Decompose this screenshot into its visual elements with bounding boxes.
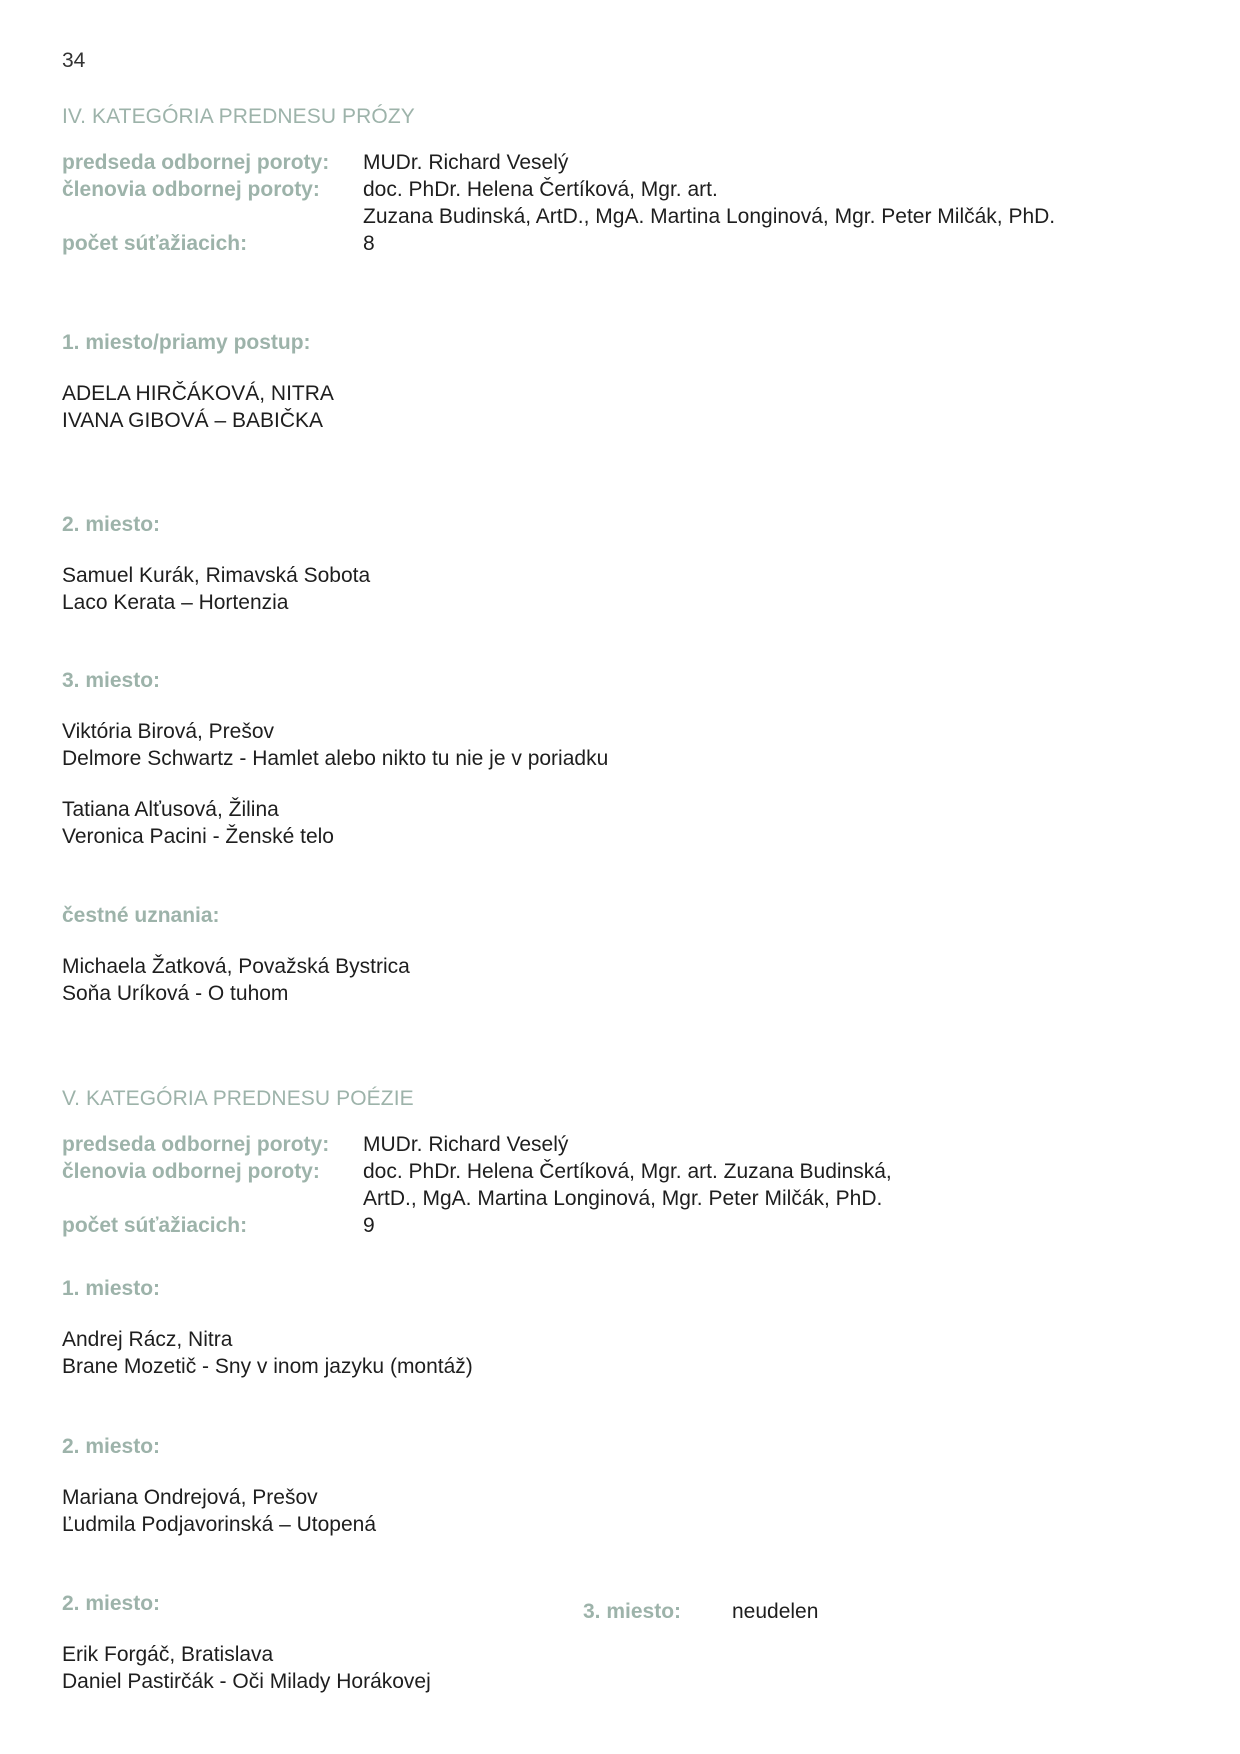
entry-work: Laco Kerata – Hortenzia — [62, 591, 289, 614]
entry-work: Veronica Pacini - Ženské telo — [62, 825, 334, 848]
page-number: 34 — [62, 49, 86, 72]
award-entry — [62, 953, 410, 1007]
entry-name: Mariana Ondrejová, Prešov — [62, 1486, 318, 1509]
entry-name: Erik Forgáč, Bratislava — [62, 1643, 274, 1666]
entry-name: Andrej Rácz, Nitra — [62, 1328, 233, 1351]
entry-name: Samuel Kurák, Rimavská Sobota — [62, 564, 371, 587]
award-label-second-b: 2. miesto: — [62, 1592, 161, 1615]
third-place-value: neudelen — [732, 1600, 819, 1623]
contestant-count-label: počet súťažiacich: — [62, 232, 248, 255]
jury-chair-label: predseda odbornej poroty: — [62, 1133, 330, 1156]
contestant-count-value: 8 — [363, 232, 375, 255]
award-entry — [62, 1326, 473, 1380]
entry-work: Daniel Pastirčák - Oči Milady Horákovej — [62, 1670, 431, 1693]
award-label-third: 3. miesto: — [583, 1600, 682, 1623]
entry-name: Viktória Birová, Prešov — [62, 720, 275, 743]
entry-name: Michaela Žatková, Považská Bystrica — [62, 955, 410, 978]
contestant-count-label: počet súťažiacich: — [62, 1214, 248, 1237]
jury-chair-label: predseda odbornej poroty: — [62, 151, 330, 174]
entry-name: Tatiana Alťusová, Žilina — [62, 798, 279, 821]
jury-members-label: členovia odbornej poroty: — [62, 1160, 320, 1183]
award-label-first: 1. miesto: — [62, 1277, 161, 1300]
award-entry — [62, 718, 608, 772]
jury-members-line1: doc. PhDr. Helena Čertíková, Mgr. art. Zuzana Budinská, — [363, 1160, 892, 1183]
award-label-second: 2. miesto: — [62, 513, 161, 536]
award-label-first-direct: 1. miesto/priamy postup: — [62, 331, 311, 354]
award-label-third: 3. miesto: — [62, 669, 161, 692]
jury-chair-value: MUDr. Richard Veselý — [363, 151, 569, 174]
entry-work: Ľudmila Podjavorinská – Utopená — [62, 1513, 377, 1536]
award-entry — [62, 1641, 431, 1695]
entry-work: IVANA GIBOVÁ – BABIČKA — [62, 409, 324, 432]
section-title-prose: IV. KATEGÓRIA PREDNESU PRÓZY — [62, 105, 415, 128]
jury-members-line1: doc. PhDr. Helena Čertíková, Mgr. art. — [363, 178, 718, 201]
jury-members-line2: ArtD., MgA. Martina Longinová, Mgr. Peter Milčák, PhD. — [363, 1187, 883, 1210]
jury-members-line2: Zuzana Budinská, ArtD., MgA. Martina Longinová, Mgr. Peter Milčák, PhD. — [363, 205, 1056, 228]
award-label-second: 2. miesto: — [62, 1435, 161, 1458]
award-entry — [62, 1484, 376, 1538]
jury-members-label: členovia odbornej poroty: — [62, 178, 320, 201]
award-entry — [62, 796, 334, 850]
entry-work: Soňa Uríková - O tuhom — [62, 982, 289, 1005]
award-entry — [62, 562, 370, 616]
jury-chair-value: MUDr. Richard Veselý — [363, 1133, 569, 1156]
jury-block-poetry — [62, 1131, 1162, 1239]
section-title-poetry: V. KATEGÓRIA PREDNESU POÉZIE — [62, 1087, 414, 1110]
award-entry — [62, 380, 334, 434]
entry-work: Brane Mozetič - Sny v inom jazyku (montáž) — [62, 1355, 473, 1378]
entry-name: ADELA HIRČÁKOVÁ, NITRA — [62, 382, 334, 405]
jury-block-prose — [62, 149, 1162, 257]
entry-work: Delmore Schwartz - Hamlet alebo nikto tu nie je v poriadku — [62, 747, 609, 770]
contestant-count-value: 9 — [363, 1214, 375, 1237]
award-label-honorable-mentions: čestné uznania: — [62, 904, 220, 927]
